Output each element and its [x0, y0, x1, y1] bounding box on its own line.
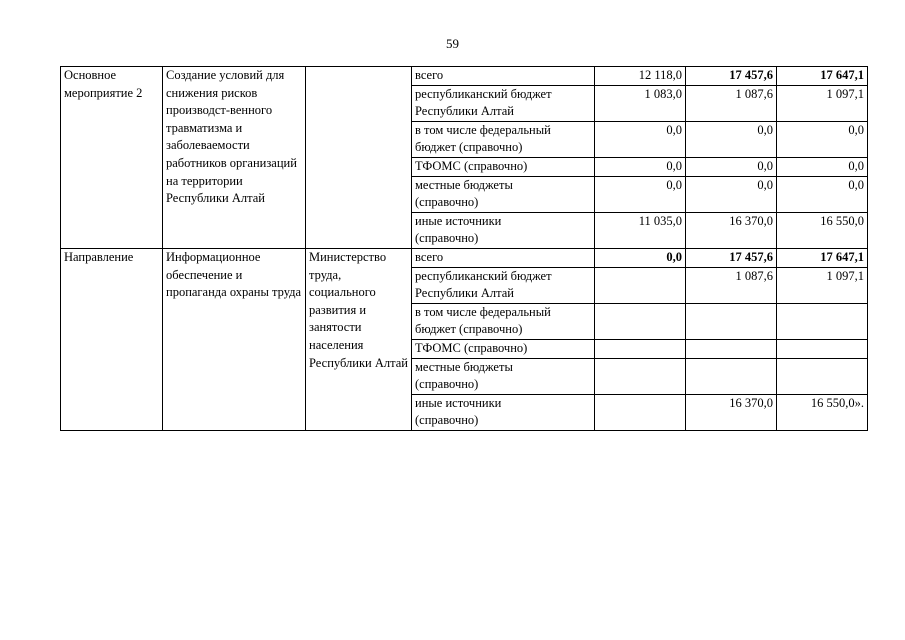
- amount-cell-year-3: [777, 303, 868, 339]
- funding-source-line: (справочно): [415, 231, 479, 246]
- amount-cell-year-1: 0,0: [595, 248, 686, 267]
- amount-cell-year-3: 0,0: [777, 176, 868, 212]
- table-row: [61, 248, 868, 267]
- funding-source-line: Республики Алтай: [415, 104, 514, 119]
- funding-source-cell: [412, 85, 595, 121]
- amount-cell-year-3: 1 097,1: [777, 267, 868, 303]
- amount-cell-year-1: 12 118,0: [595, 67, 686, 86]
- amount-cell-year-3: 1 097,1: [777, 85, 868, 121]
- funding-source-line: ТФОМС (справочно): [415, 340, 528, 355]
- funding-source-line: (справочно): [415, 413, 479, 428]
- amount-cell-year-3: [777, 339, 868, 358]
- funding-source-cell: [412, 157, 595, 176]
- amount-cell-year-2: 0,0: [686, 176, 777, 212]
- amount-cell-year-2: 16 370,0: [686, 394, 777, 430]
- amount-cell-year-1: [595, 339, 686, 358]
- amount-cell-year-3: 16 550,0: [777, 212, 868, 248]
- funding-source-line: всего: [415, 249, 444, 264]
- amount-cell-year-1: [595, 394, 686, 430]
- event-description-cell: Создание условий для снижения рисков производст-венного травматизма и заболеваемости работников организаций на территории Республики Алтай: [163, 67, 306, 249]
- funding-source-cell: [412, 121, 595, 157]
- funding-source-line: (справочно): [415, 195, 479, 210]
- amount-cell-year-3: 16 550,0».: [777, 394, 868, 430]
- funding-source-line: (справочно): [415, 377, 479, 392]
- funding-source-line: иные источники: [415, 395, 502, 410]
- funding-source-cell: [412, 358, 595, 394]
- amount-cell-year-1: 0,0: [595, 121, 686, 157]
- funding-source-line: бюджет (справочно): [415, 322, 523, 337]
- funding-source-line: иные источники: [415, 213, 502, 228]
- amount-cell-year-3: 17 647,1: [777, 67, 868, 86]
- funding-source-cell: [412, 339, 595, 358]
- funding-source-cell: [412, 303, 595, 339]
- amount-cell-year-2: 1 087,6: [686, 267, 777, 303]
- executor-cell: Министерство труда, социального развития и занятости населения Республики Алтай: [306, 248, 412, 430]
- amount-cell-year-2: [686, 303, 777, 339]
- funding-source-cell: [412, 394, 595, 430]
- amount-cell-year-3: 17 647,1: [777, 248, 868, 267]
- amount-cell-year-2: [686, 339, 777, 358]
- budget-table-body: [61, 67, 868, 431]
- funding-source-cell: [412, 267, 595, 303]
- funding-source-line: республиканский бюджет: [415, 86, 552, 101]
- executor-cell: [306, 67, 412, 249]
- amount-cell-year-2: 17 457,6: [686, 248, 777, 267]
- amount-cell-year-1: [595, 303, 686, 339]
- funding-source-line: местные бюджеты: [415, 177, 513, 192]
- page-number: 59: [446, 36, 459, 51]
- funding-source-line: в том числе федеральный: [415, 122, 551, 137]
- amount-cell-year-2: 0,0: [686, 157, 777, 176]
- funding-source-line: республиканский бюджет: [415, 268, 552, 283]
- funding-source-cell: [412, 248, 595, 267]
- funding-source-line: всего: [415, 68, 444, 82]
- funding-source-cell: [412, 176, 595, 212]
- funding-source-line: местные бюджеты: [415, 359, 513, 374]
- amount-cell-year-2: 17 457,6: [686, 67, 777, 86]
- funding-source-cell: [412, 67, 595, 86]
- event-name-cell: Направление: [61, 248, 163, 430]
- funding-source-line: в том числе федеральный: [415, 304, 551, 319]
- amount-cell-year-2: 16 370,0: [686, 212, 777, 248]
- table-row: [61, 67, 868, 86]
- funding-source-line: Республики Алтай: [415, 286, 514, 301]
- budget-table: [60, 66, 868, 431]
- funding-source-cell: [412, 212, 595, 248]
- amount-cell-year-1: 0,0: [595, 176, 686, 212]
- event-description-cell: Информационное обеспечение и пропаганда охраны труда: [163, 248, 306, 430]
- amount-cell-year-1: 0,0: [595, 157, 686, 176]
- amount-cell-year-3: [777, 358, 868, 394]
- funding-source-line: бюджет (справочно): [415, 140, 523, 155]
- amount-cell-year-3: 0,0: [777, 157, 868, 176]
- amount-cell-year-2: 0,0: [686, 121, 777, 157]
- amount-cell-year-1: [595, 358, 686, 394]
- amount-cell-year-3: 0,0: [777, 121, 868, 157]
- amount-cell-year-1: [595, 267, 686, 303]
- funding-source-line: ТФОМС (справочно): [415, 158, 528, 173]
- amount-cell-year-1: 11 035,0: [595, 212, 686, 248]
- event-name-cell: Основное мероприятие 2: [61, 67, 163, 249]
- amount-cell-year-1: 1 083,0: [595, 85, 686, 121]
- amount-cell-year-2: 1 087,6: [686, 85, 777, 121]
- amount-cell-year-2: [686, 358, 777, 394]
